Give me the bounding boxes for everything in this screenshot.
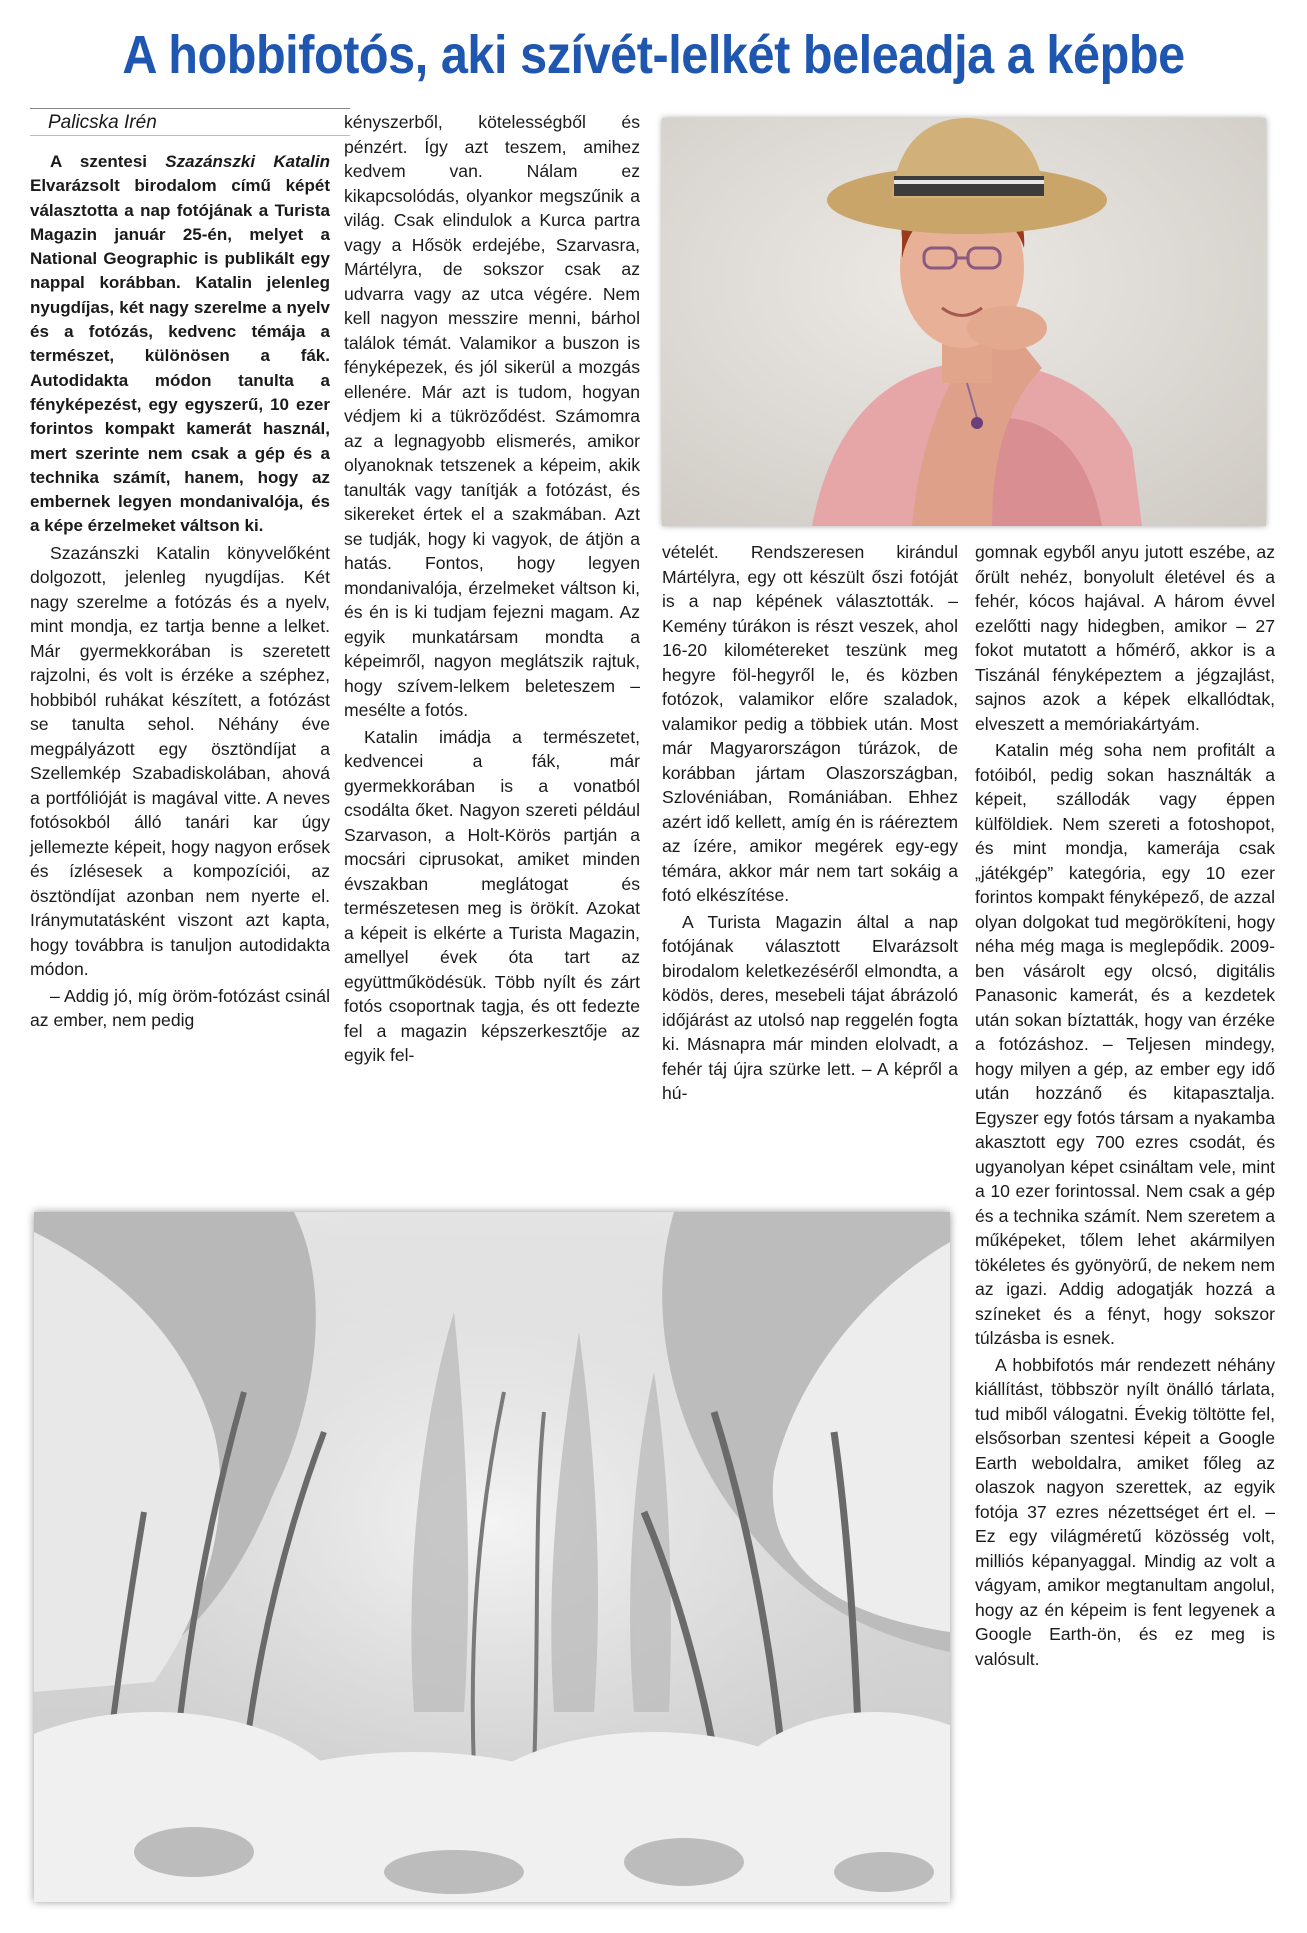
article-column-2 (344, 110, 640, 1068)
author-byline: Palicska Irén (30, 108, 350, 136)
body-paragraph: A hobbifotós már rendezett néhány kiállítást, többször nyílt önálló tárlata, tud miből válogatni. Évekig töltötte fel, elsősorban szentesi képeit a Google Earth weboldalra, amiket főleg az olaszok nagyon szerettek, az egyik fotója 37 ezres nézettséget ért el. – Ez egy világméretű közösség volt, milliós képanyaggal. Mindig az volt a vágyam, amikor megtanultam angolul, hogy az én képeim is fent legyenek a Google Earth-ön, és ez meg is valósult. (975, 1354, 1275, 1669)
body-paragraph: gomnak egyből anyu jutott eszébe, az őrült nehéz, bonyolult életével és a fehér, kócos hajával. A három évvel ezelőtti nagy hidegben, amikor – 27 fokot mutatott a hőmérő, akkor is a Tiszánál fényképeztem a jégzajlást, sajnos azok a képek elkallódtak, elveszett a memóriakártyám. (975, 542, 1275, 734)
headline: A hobbifotós, aki szívét-lelkét beleadja a képbe (122, 25, 1185, 85)
lead-subject-name: Szazánszki Katalin (165, 152, 330, 171)
lead-paragraph (30, 150, 330, 539)
forest-photo (34, 1212, 950, 1902)
body-paragraph: Katalin még soha nem profitált a fotóiból, pedig sokan használták a képeit, szállodák vagy éppen külföldiek. Nem szereti a fotoshopot, és mint mondja, kamerája csak „játékgép” kategória, egy 10 ezer forintos kompakt fényképező, de azzal olyan dolgokat tud megörökíteni, hogy néha még maga is meglepődik. 2009-ben vásárolt egy olcsó, digitális Panasonic kamerát, és a kezdetek után sokan bíztatták, hogy van érzéke a fotózáshoz. – Teljesen mindegy, hogy milyen a gép, az ember egy idő után hozzánő és kitapasztalja. Egyszer egy fotós társam a nyakamba akasztott egy 700 ezres csodát, és ugyanolyan képet csináltam vele, mint a 10 ezer forintossal. Nem csak a gép és a technika számít. Nem szeretem a műképeket, tőlem lehet akármilyen tökéletes és gyönyörű, de nekem nem az igazi. Addig adogatják hozzá a színeket és a fényt, hogy sokszor túlzásba is esnek. (975, 740, 1275, 1348)
lead-post: Elvarázsolt birodalom című képét választotta a nap fotójának a Turista Magazin január 25-én, melyet a National Geographic is publikált egy nappal korábban. Katalin jelenleg nyugdíjas, két nagy szerelme a nyelv és a fotózás, kedvenc témája a természet, különösen a fák. Autodidakta módon tanulta a fényképezést, egy egyszerű, 10 ezer forintos kompakt kamerát használ, mert szerinte nem csak a gép és a technika számít, hanem, hogy az embernek legyen mondanivalója, és a képe érzelmeket váltson ki. (30, 176, 330, 536)
lead-pre: A szentesi (50, 152, 166, 171)
body-paragraph: kényszerből, kötelességből és pénzért. Így azt teszem, amihez kedvem van. Nálam ez kikapcsolódás, olyankor megszűnik a világ. Csak elindulok a Kurca partra vagy a Hősök erdejébe, Szarvasra, Mártélyra, de sokszor csak az udvarra vagy az utca végére. Nem kell nagyon messzire menni, bárhol találok témát. Valamikor a buszon is fényképezek, és jól sikerül a mozgás ellenére. Már azt is tudom, hogyan védjem ki a tükröződést. Számomra az a legnagyobb elismerés, amikor olyanoknak tetszenek a képeim, akik tanulták vagy tanítják a fotózást, és sikereket értek el a szakmában. Azt se tudják, hogy ki vagyok, de átjön a hatás. Fontos, hogy legyen mondanivalója, érzelmeket váltson ki, és én is ki tudjam fejezni magam. Az egyik munkatársam mondta a képeimről, nagyon meglátszik rajtuk, hogy szívem-lelkem beleteszem – mesélte a fotós. (344, 112, 640, 720)
frosted-forest-photo-icon (34, 1212, 950, 1902)
article-column-1 (30, 150, 330, 1033)
body-paragraph: vételét. Rendszeresen kirándul Mártélyra, egy ott készült őszi fotóját is a nap képének választották. – Kemény túrákon is részt veszek, ahol 16-20 kilométereket teszünk meg hegyre föl-hegyről le, és közben fotózok, valamikor előre szaladok, valamikor pedig a többiek után. Most már Magyarországon túrázok, de korábban jártam Olaszországban, Szlovéniában, Romániában. Ehhez azért idő kellett, amíg én is ráéreztem az ízére, amikor megérek egy-egy témára, akkor már nem tart sokáig a fotó elkészítése. (662, 542, 958, 905)
portrait-photo-icon (662, 118, 1266, 526)
body-paragraph: Szazánszki Katalin könyvelőként dolgozott, jelenleg nyugdíjas. Két nagy szerelme a fotózás és a nyelv, mint mondja, ez tartja benne a lelket. Már gyermekkorában is szeretett rajzolni, és volt is érzéke a széphez, hobbiból ruhákat készített, a fotózást se tanulta sehol. Néhány éve megpályázott egy ösztöndíjat a Szellemkép Szabadiskolában, ahová a portfólióját is magával vitte. A neves fotósokból álló tanári kar úgy jellemezte képeit, hogy nagyon erősek és ízlésesek a kompozíciói, az ösztöndíjat azonban nem nyerte el. Iránymutatásként viszont azt kapta, hogy továbbra is tanuljon autodidakta módon. (30, 542, 330, 980)
article-column-4 (975, 540, 1275, 1671)
body-paragraph: – Addig jó, míg öröm-fotózást csinál az ember, nem pedig (30, 985, 330, 1031)
portrait-photo (662, 118, 1266, 526)
body-paragraph: A Turista Magazin által a nap fotójának választott Elvarázsolt birodalom keletkezéséről elmondta, a ködös, deres, mesebeli tájat ábrázoló időjárást az utolsó nap reggelén fogta ki. Másnapra már minden elolvadt, a fehér táj újra szürke lett. – A képről a hú- (662, 911, 958, 1103)
article-column-3 (662, 540, 958, 1106)
body-paragraph: Katalin imádja a természetet, kedvencei a fák, már gyermekkorában is a vonatból csodálta őket. Nagyon szereti például Szarvason, a Holt-Körös partján a mocsári ciprusokat, amiket minden évszakban meglátogat és természetesen meg is örökít. Azokat a képeit is elkérte a Turista Magazin, amellyel évek óta tart az együttműködésük. Több nyílt és zárt fotós csoportnak tagja, és ott fedezte fel a magazin képszerkesztője az egyik fel- (344, 726, 640, 1065)
